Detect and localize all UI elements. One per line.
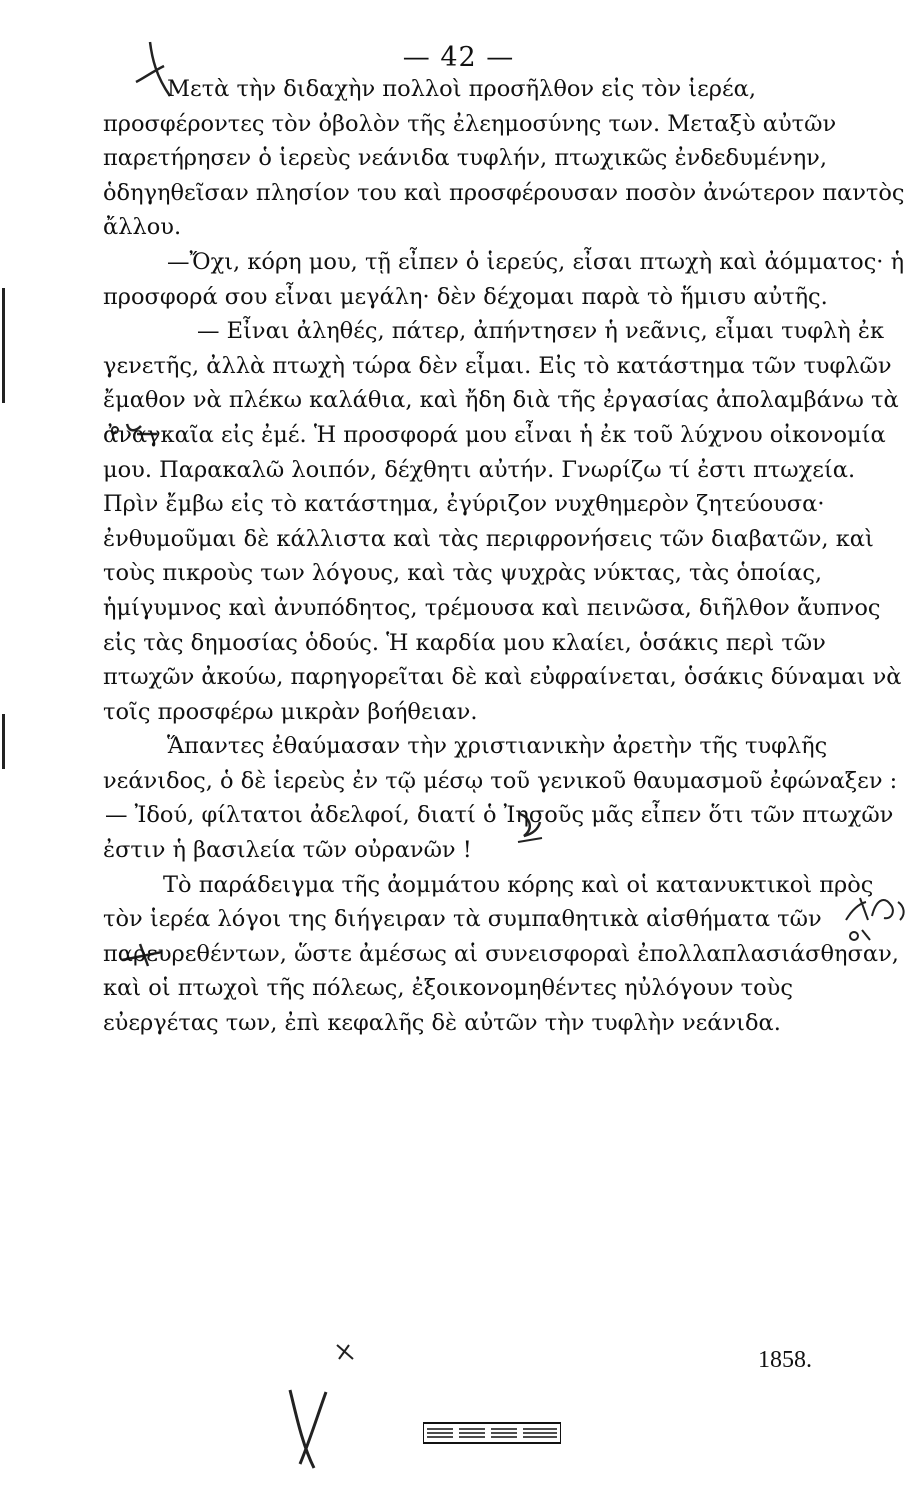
body-text <box>103 72 913 1041</box>
page-number: — 42 — <box>402 42 515 73</box>
paragraph-3: — Εἶναι ἀληθές, πάτερ, ἀπήντησεν ἡ νεᾶνις, εἶμαι τυφλὴ ἐκ γενετῆς, ἀλλὰ πτωχὴ τώρα δὲν εἶμαι. Εἰς τὸ κατάστημα τῶν τυφλῶν ἔμαθον νὰ πλέκω καλάθια, καὶ ἤδη διὰ τῆς ἐργασίας ἀπολαμβάνω τὰ ἀναγκαῖα εἰς ἐμέ. Ἡ προσφορά μου εἶναι ἡ ἐκ τοῦ λύχνου οἰκονομία μου. Παρακαλῶ λοιπόν, δέχθητι αὐτήν. Γνωρίζω τί ἐστι πτωχεία. Πρὶν ἔμβω εἰς τὸ κατάστημα, ἐγύριζον νυχθημερὸν ζητεύουσα· ἐνθυμοῦμαι δὲ κάλλιστα καὶ τὰς περιφρονήσεις τῶν διαβατῶν, καὶ τοὺς πικροὺς των λόγους, καὶ τὰς ψυχρὰς νύκτας, τὰς ὁποίας, ἡμίγυμνος καὶ ἀνυπόδητος, τρέμουσα καὶ πεινῶσα, διῆλθον ἄυπνος εἰς τὰς δημοσίας ὁδούς. Ἡ καρδία μου κλαίει, ὁσάκις περὶ τῶν πτωχῶν ἀκούω, παρηγορεῖται δὲ καὶ εὐφραίνεται, ὁσάκις δύναμαι νὰ τοῖς προσφέρω μικρὰν βοήθειαν. <box>103 318 902 725</box>
paragraph-2: —Ὄχι, κόρη μου, τῇ εἶπεν ὁ ἱερεύς, εἶσαι πτωχὴ καὶ ἀόμματος· ἡ προσφορά σου εἶναι μεγάλη· δὲν δέχομαι παρὰ τὸ ἥμισυ αὐτῆς. <box>103 248 905 310</box>
scan-margin-line-1 <box>2 288 5 403</box>
paragraph-1: Μετὰ τὴν διδαχὴν πολλοὶ προσῆλθον εἰς τὸν ἱερέα, προσφέροντες τὸν ὀβολὸν τῆς ἐλεημοσύνης των. Μεταξὺ αὐτῶν παρετήρησεν ὁ ἱερεὺς νεάνιδα τυφλήν, πτωχικῶς ἐνδεδυμένην, ὁδηγηθεῖσαν πλησίον του καὶ προσφέρουσαν ποσὸν ἀνώτερον παντὸς ἄλλου. <box>103 76 905 241</box>
scan-margin-line-2 <box>2 714 5 769</box>
pencil-x-mark-end <box>333 1341 359 1363</box>
pencil-x-mark-bottom <box>282 1384 342 1474</box>
paragraph-6: Τὸ παράδειγμα τῆς ἀομμάτου κόρης καὶ οἱ κατανυκτικοὶ πρὸς τὸν ἱερέα λόγοι της διήγειραν τὰ συμπαθητικὰ αἰσθήματα τῶν παρευρεθέντων, ὥστε ἀμέσως αἱ συνεισφοραὶ ἐπολλαπλασιάσθησαν, καὶ οἱ πτωχοὶ τῆς πόλεως, ἐξοικονομηθέντες ηὐλόγουν τοὺς εὐεργέτας των, ἐπὶ κεφαλῆς δὲ αὐτῶν τὴν τυφλὴν νεάνιδα. <box>103 871 899 1037</box>
end-ornament <box>423 1421 561 1445</box>
paragraph-5: — Ἰδού, φίλτατοι ἀδελφοί, διατί ὁ Ἰησοῦς μᾶς εἶπεν ὅτι τῶν πτωχῶν ἐστιν ἡ βασιλεία τῶν οὐρανῶν ! <box>103 802 894 864</box>
year-signature: 1858. <box>758 1347 812 1373</box>
paragraph-4: Ἅπαντες ἐθαύμασαν τὴν χριστιανικὴν ἀρετὴν τῆς τυφλῆς νεάνιδος, ὁ δὲ ἱερεὺς ἐν τῷ μέσῳ τοῦ γενικοῦ θαυμασμοῦ ἐφώναξεν : <box>103 733 898 794</box>
